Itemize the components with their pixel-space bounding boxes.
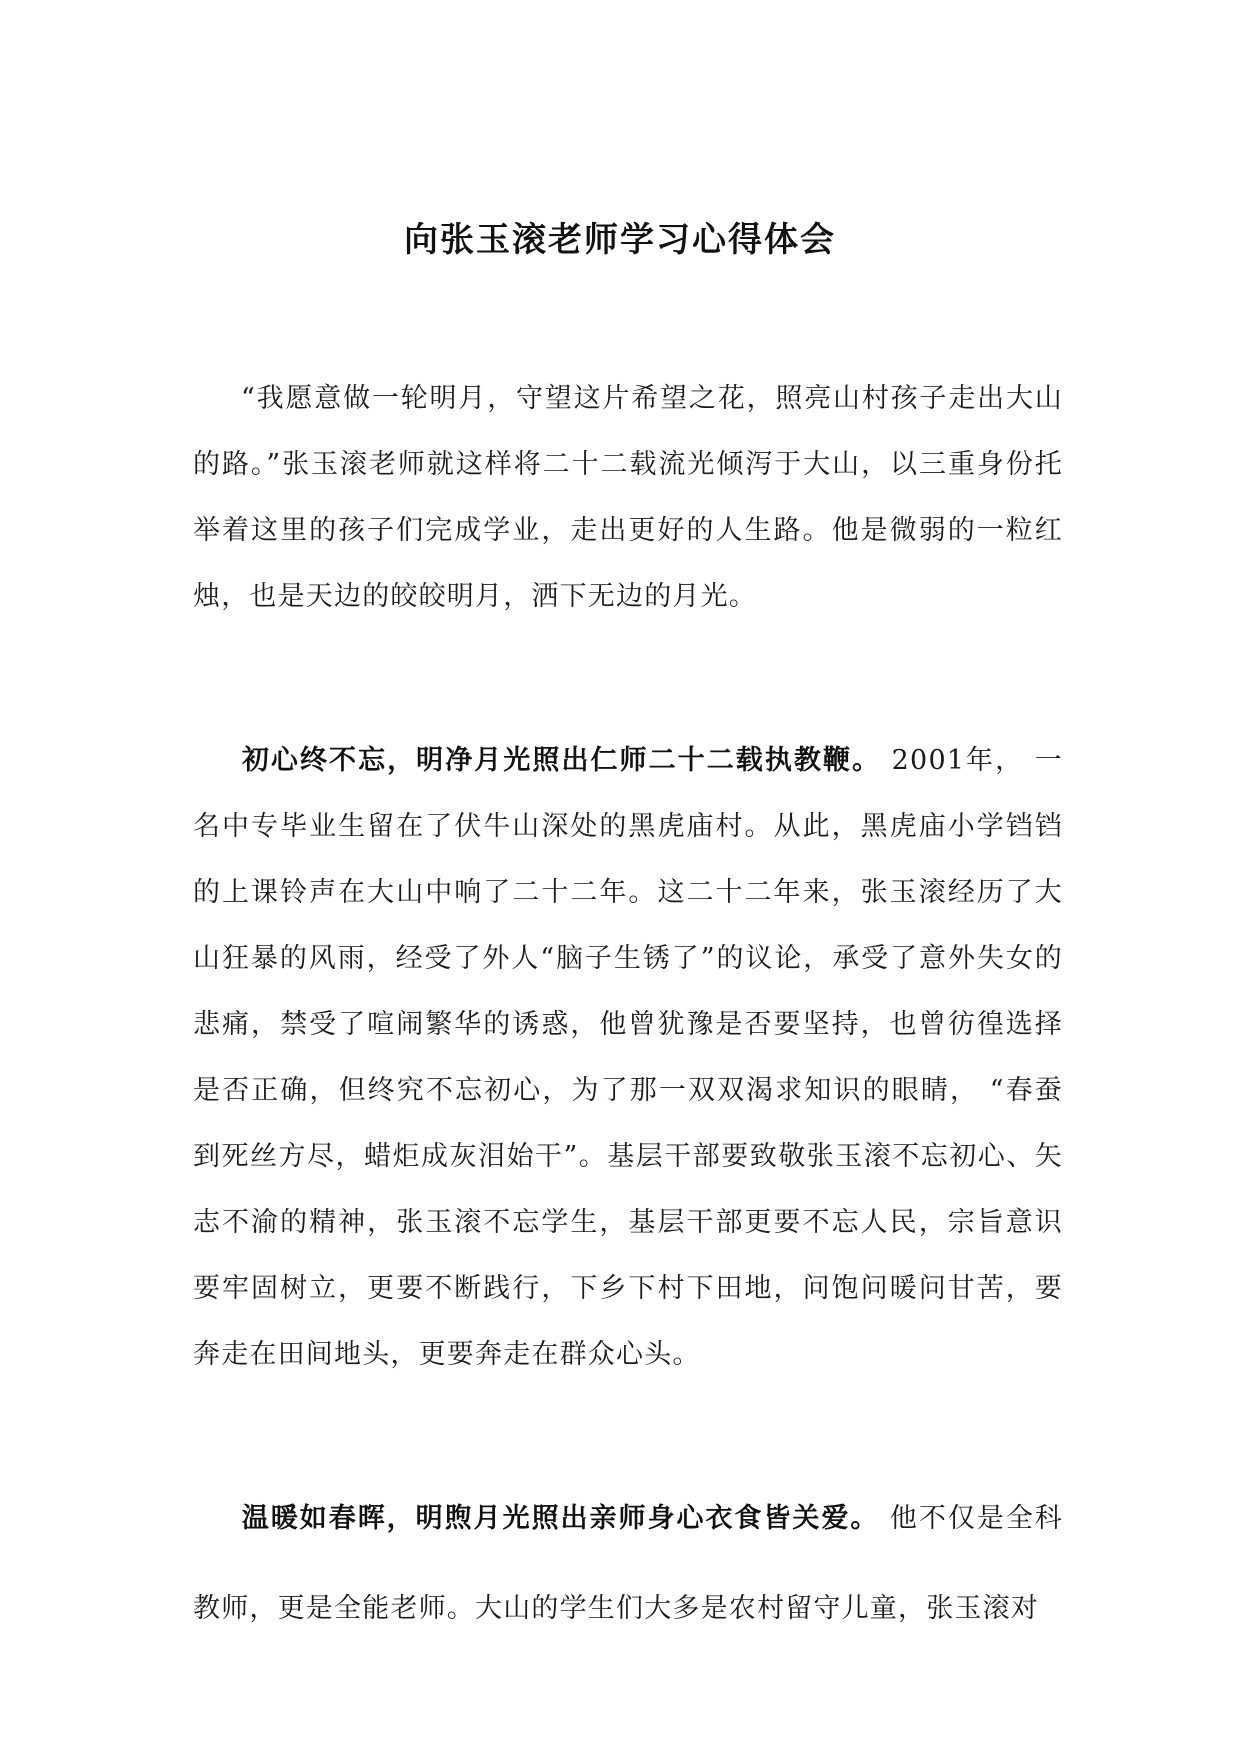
paragraph-2 (193, 728, 1063, 1388)
paragraph-2-lead: 初心终不忘，明净月光照出仁师二十二载执教鞭。 (241, 745, 882, 776)
paragraph-2-text: 2001年， 一名中专毕业生留在了伏牛山深处的黑虎庙村。从此，黑虎庙小学铛铛的上课铃声在大山中响了二十二年。这二十二年来，张玉滚经历了大山狂暴的风雨，经受了外人“脑子生锈了”的议论，承受了意外失女的悲痛，禁受了喧闹繁华的诱惑，他曾犹豫是否要坚持，也曾彷徨选择是否正确，但终究不忘初心，为了那一双双渴求知识的眼睛， “春蚕到死丝方尽，蜡炬成灰泪始干”。基层干部要致敬张玉滚不忘初心、矢志不渝的精神，张玉滚不忘学生，基层干部更要不忘人民，宗旨意识要牢固树立，更要不断践行，下乡下村下田地，问饱问暖问甘苦，要奔走在田间地头，更要奔走在群众心头。 (193, 745, 1063, 1370)
paragraph-3 (193, 1474, 1063, 1654)
paragraph-3-lead: 温暖如春晖，明煦月光照出亲师身心衣食皆关爱。 (241, 1503, 880, 1534)
paragraph-1 (193, 366, 1063, 630)
paragraph-3-text: 他不仅是全科教师，更是全能老师。大山的学生们大多是农村留守儿童，张玉滚对 (193, 1503, 1064, 1624)
document-title: 向张玉滚老师学习心得体会 (404, 220, 836, 260)
paragraph-1-text: “我愿意做一轮明月，守望这片希望之花，照亮山村孩子走出大山的路。”张玉滚老师就这样将二十二载流光倾泻于大山，以三重身份托举着这里的孩子们完成学业，走出更好的人生路。他是微弱的一粒红烛，也是天边的皎皎明月，洒下无边的月光。 (193, 383, 1063, 612)
